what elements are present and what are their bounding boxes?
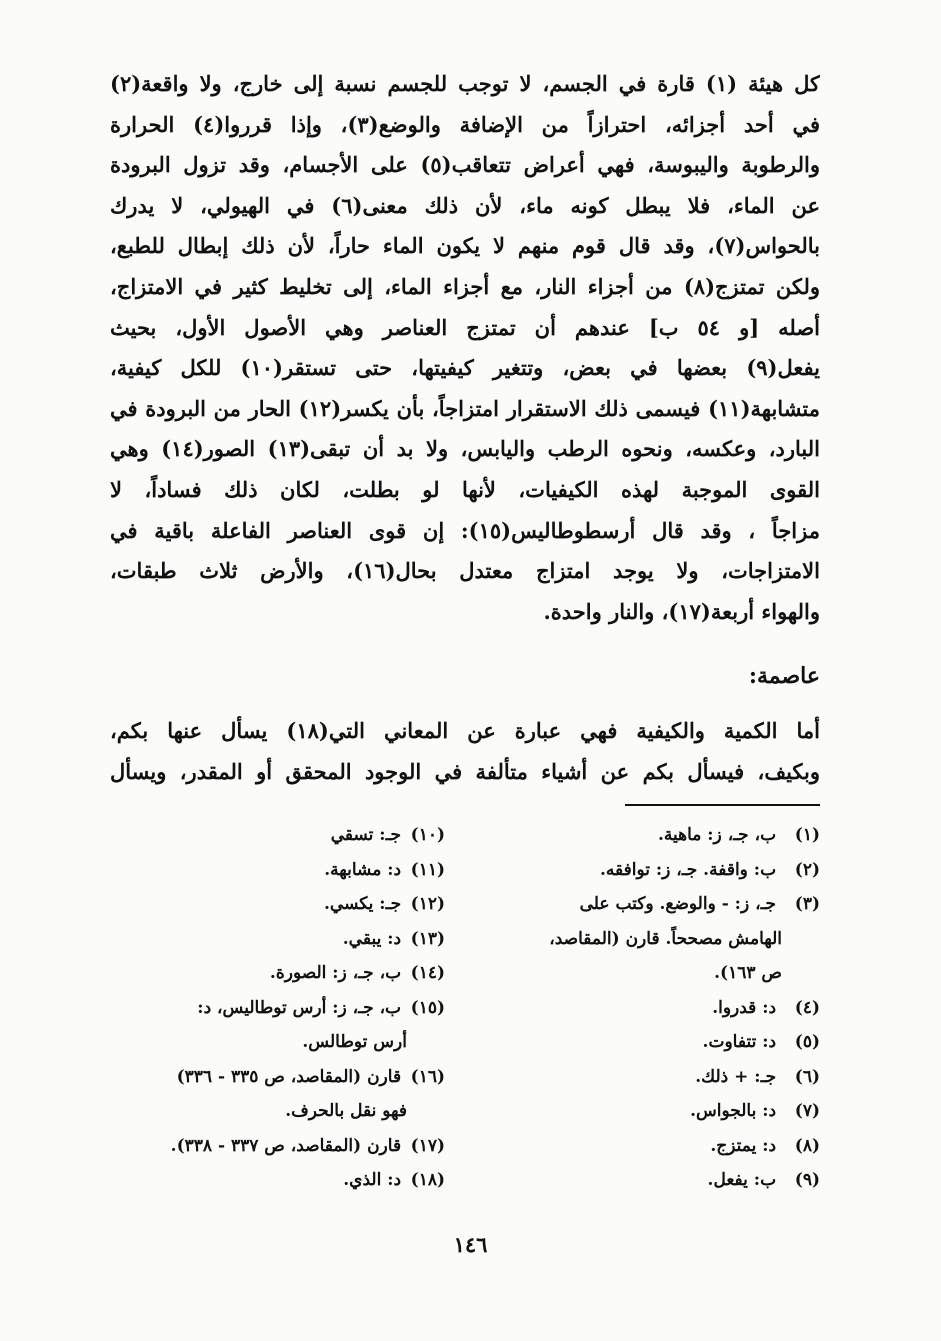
footnote <box>490 1025 820 1060</box>
footnote-text: د: قدروا. <box>712 997 777 1018</box>
footnote-number: (٥) <box>794 1032 820 1052</box>
text-line: القوى الموجبة لهذه الكيفيات، لأنها لو بطلت، لكان ذلك فساداً، لا <box>110 476 820 502</box>
footnote <box>115 887 445 922</box>
page-number: ١٤٦ <box>453 1232 488 1257</box>
footnote-number: (٦) <box>794 1066 820 1087</box>
footnote <box>490 887 820 922</box>
text-line: عن الماء، فلا يبطل كونه ماء، لأن ذلك معنى(٦) في الهيولي، لا يدرك <box>110 192 820 218</box>
footnote <box>115 853 445 888</box>
footnote-text: قارن (المقاصد، ص ٣٣٥ - ٣٣٦) <box>176 1066 402 1087</box>
footnote-continuation: فهو نقل بالحرف. <box>285 1101 407 1121</box>
main-paragraph <box>110 64 820 632</box>
footnote-number: (٨) <box>794 1135 820 1156</box>
footnote <box>490 1129 820 1164</box>
footnote-text: ب: يفعل. <box>707 1170 777 1190</box>
footnote-separator <box>625 804 820 806</box>
footnote-number: (١٥) <box>410 997 445 1018</box>
footnote <box>115 1129 445 1164</box>
text-line: والرطوبة واليبوسة، فهي أعراض تتعاقب(٥) على الأجسام، وقد تزول البرودة <box>110 152 820 178</box>
footnote <box>490 1163 820 1198</box>
footnote-text: ب: واقفة. جـ، ز: توافقه. <box>599 859 777 880</box>
text-line: أما الكمية والكيفية فهي عبارة عن المعاني التي(١٨) يسأل عنها بكم، <box>110 718 820 743</box>
footnotes-right-column <box>490 818 820 1198</box>
footnote-text: د: بالجواس. <box>690 1101 777 1121</box>
footnote-continuation: أرس توطالس. <box>302 1032 407 1052</box>
footnote-continuation: الهامش مصححاً. قارن (المقاصد، <box>549 928 782 949</box>
footnote-number: (٩) <box>794 1170 820 1190</box>
footnote-number: (١٣) <box>410 928 445 949</box>
footnote-text: د: مشابهة. <box>324 859 402 880</box>
text-line: وبكيف، فيسأل بكم عن أشياء متألفة في الوجود المحقق أو المقدر، ويسأل <box>110 758 820 784</box>
footnote-number: (١٤) <box>410 963 445 983</box>
text-line: متشابهة(١١) فيسمى ذلك الاستقرار امتزاجاً، بأن يكسر(١٢) الحار من البرودة في <box>110 395 820 421</box>
text-line: كل هيئة (١) قارة في الجسم، لا توجب للجسم نسبة إلى خارج، ولا واقعة(٢) <box>110 71 820 96</box>
footnote-number: (٢) <box>794 859 820 880</box>
footnote-number: (١٧) <box>410 1135 445 1156</box>
footnote <box>115 1163 445 1198</box>
footnote-continuation: ص ١٦٣). <box>714 963 782 983</box>
text-line: أصله [و ٥٤ ب] عندهم أن تمتزج العناصر وهي الأصول الأول، بحيث <box>110 314 820 340</box>
footnote-text: قارن (المقاصد، ص ٣٣٧ - ٣٣٨). <box>170 1135 402 1156</box>
footnote-number: (١١) <box>410 859 445 880</box>
footnote-number: (١٦) <box>410 1066 445 1087</box>
text-line: والهواء أربعة(١٧)، والنار واحدة. <box>543 598 820 624</box>
text-line: يفعل(٩) بعضها في بعض، وتتغير كيفيتها، حتى تستقر(١٠) للكل كيفية، <box>110 355 820 381</box>
text-line: الامتزاجات، ولا يوجد امتزاج معتدل بحال(١٦)، والأرض ثلاث طبقات، <box>110 558 820 584</box>
footnote <box>115 956 445 991</box>
footnote <box>490 991 820 1026</box>
footnotes-left-column <box>115 818 445 1198</box>
footnote-number: (١٢) <box>410 894 445 914</box>
footnote <box>115 818 445 853</box>
footnote-number: (٤) <box>794 997 820 1018</box>
footnote <box>115 922 445 957</box>
footnote-text: د: يمتزج. <box>710 1135 777 1156</box>
text-line: البارد، وعكسه، ونحوه الرطب واليابس، ولا بد أن تبقى(١٣) الصور(١٤) وهي <box>110 436 820 462</box>
text-line: بالحواس(٧)، وقد قال قوم منهم لا يكون الماء حاراً، لأن ذلك إبطال للطبع، <box>110 233 820 259</box>
footnote <box>490 818 820 853</box>
footnote <box>490 1094 820 1129</box>
footnote-text: د: تتفاوت. <box>702 1032 777 1052</box>
footnote-text: جـ: يكسي. <box>324 894 402 914</box>
footnote-number: (١) <box>794 825 820 845</box>
second-paragraph <box>110 711 820 792</box>
text-line: مزاجاً ، وقد قال أرسطوطاليس(١٥): إن قوى العناصر الفاعلة باقية في <box>110 517 820 543</box>
text-line: في أحد أجزائه، احترازاً من الإضافة والوضع(٣)، وإذا قرروا(٤) الحرارة <box>110 111 820 137</box>
footnote-number: (٣) <box>794 894 820 914</box>
footnote-text: ب، جـ، ز: أرس توطاليس، د: <box>197 997 402 1018</box>
footnote-text: ب، جـ، ز: الصورة. <box>269 963 402 983</box>
footnote-text: جـ: + ذلك. <box>695 1066 777 1087</box>
footnote-text: د: يبقي. <box>342 928 402 949</box>
footnote <box>115 991 445 1026</box>
footnote-number: (١٠) <box>410 825 445 845</box>
text-line: ولكن تمتزج(٨) من أجزاء النار، مع أجزاء الماء، إلى تخليط كثير في الامتزاج، <box>110 273 820 299</box>
footnote-text: جـ، ز: - والوضع. وكتب على <box>579 894 777 914</box>
footnote-number: (٧) <box>794 1101 820 1121</box>
footnote <box>490 1060 820 1095</box>
footnote-number: (١٨) <box>410 1170 445 1190</box>
footnote <box>490 853 820 888</box>
section-heading: عاصمة: <box>748 663 820 689</box>
footnote-text: د: الذي. <box>343 1170 402 1190</box>
footnote-text: ب، جـ، ز: ماهية. <box>657 825 777 845</box>
footnote-text: جـ: تسقي <box>330 825 402 845</box>
footnote <box>115 1060 445 1095</box>
